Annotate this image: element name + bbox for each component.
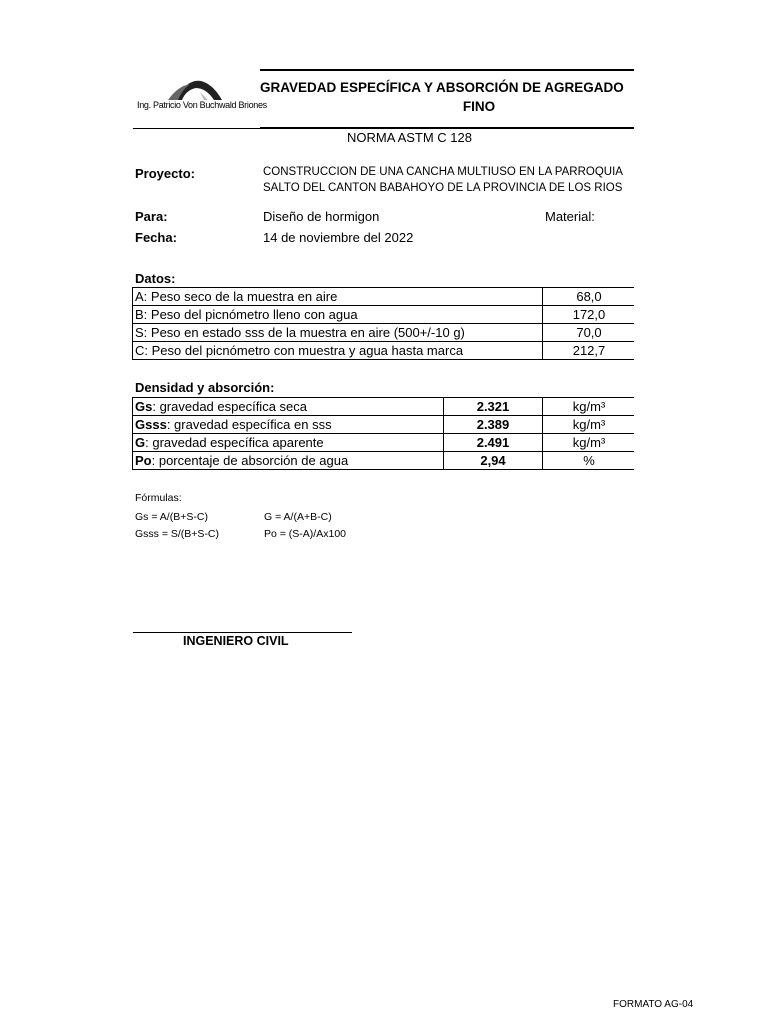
table-row xyxy=(133,452,636,470)
densidad-desc-g xyxy=(133,434,444,452)
symbol-gs: Gs xyxy=(135,399,153,414)
signature-line xyxy=(133,632,352,633)
densidad-value-gsss: 2.389 xyxy=(444,416,543,434)
norma-label: NORMA ASTM C 128 xyxy=(347,130,472,145)
document-title: GRAVEDAD ESPECÍFICA Y ABSORCIÓN DE AGREGADO xyxy=(260,80,624,95)
datos-title: Datos: xyxy=(135,271,176,286)
densidad-value-gs: 2.321 xyxy=(444,398,543,416)
datos-value-s: 70,0 xyxy=(543,324,636,342)
title-bottom-rule xyxy=(260,127,634,129)
datos-value-a: 68,0 xyxy=(543,288,636,306)
desc-gsss: : gravedad específica en sss xyxy=(166,417,332,432)
formula-g: G = A/(A+B-C) xyxy=(264,511,332,523)
table-row xyxy=(133,306,636,324)
symbol-g: G xyxy=(135,435,146,450)
desc-g: : gravedad específica aparente xyxy=(145,435,324,450)
densidad-value-g: 2.491 xyxy=(444,434,543,452)
fecha-label: Fecha: xyxy=(135,230,177,245)
formula-po: Po = (S-A)/Ax100 xyxy=(264,528,346,540)
densidad-unit-po: % xyxy=(543,452,636,470)
title-line2-text: FINO xyxy=(462,99,496,114)
datos-value-c: 212,7 xyxy=(543,342,636,360)
table-row xyxy=(133,324,636,342)
datos-label-c: C: Peso del picnómetro con muestra y agua hasta marca xyxy=(133,342,543,360)
symbol-gsss: Gsss xyxy=(135,417,167,432)
fecha-value: 14 de noviembre del 2022 xyxy=(263,230,414,245)
proyecto-line1: CONSTRUCCION DE UNA CANCHA MULTIUSO EN LA PARROQUIA xyxy=(263,166,623,178)
logo-underline xyxy=(133,128,260,129)
road-logo-icon xyxy=(134,72,254,122)
logo-text: Ing. Patricio Von Buchwald Briones xyxy=(137,100,267,110)
datos-label-s: S: Peso en estado sss de la muestra en aire (500+/-10 g) xyxy=(133,324,543,342)
densidad-unit-g: kg/m³ xyxy=(543,434,636,452)
company-logo xyxy=(134,72,254,122)
datos-label-a: A: Peso seco de la muestra en aire xyxy=(133,288,543,306)
title-top-rule xyxy=(260,69,634,71)
table-row xyxy=(133,342,636,360)
densidad-desc-gs xyxy=(133,398,444,416)
proyecto-label: Proyecto: xyxy=(135,166,195,181)
formula-gs: Gs = A/(B+S-C) xyxy=(135,511,208,523)
densidad-unit-gsss: kg/m³ xyxy=(543,416,636,434)
densidad-title: Densidad y absorción: xyxy=(135,380,275,395)
formulas-title: Fórmulas: xyxy=(135,492,182,504)
formato-code: FORMATO AG-04 xyxy=(613,999,694,1010)
signature-label: INGENIERO CIVIL xyxy=(183,634,289,648)
para-label: Para: xyxy=(135,209,168,224)
densidad-unit-gs: kg/m³ xyxy=(543,398,636,416)
document-title-line2 xyxy=(260,99,634,114)
table-row xyxy=(133,416,636,434)
para-value: Diseño de hormigon xyxy=(263,209,380,224)
densidad-desc-po xyxy=(133,452,444,470)
densidad-value-po: 2,94 xyxy=(444,452,543,470)
datos-value-b: 172,0 xyxy=(543,306,636,324)
symbol-po: Po xyxy=(135,453,152,468)
formula-gsss: Gsss = S/(B+S-C) xyxy=(135,528,220,540)
proyecto-line2: SALTO DEL CANTON BABAHOYO DE LA PROVINCIA DE LOS RIOS xyxy=(263,182,623,194)
desc-gs: : gravedad específica seca xyxy=(152,399,307,414)
densidad-table xyxy=(132,397,636,470)
table-row xyxy=(133,398,636,416)
datos-label-b: B: Peso del picnómetro lleno con agua xyxy=(133,306,543,324)
datos-table xyxy=(132,287,636,360)
material-label: Material: xyxy=(545,209,595,224)
desc-po: : porcentaje de absorción de agua xyxy=(151,453,349,468)
densidad-desc-gsss xyxy=(133,416,444,434)
table-row xyxy=(133,288,636,306)
page-crop-mask xyxy=(634,0,768,1024)
table-row xyxy=(133,434,636,452)
